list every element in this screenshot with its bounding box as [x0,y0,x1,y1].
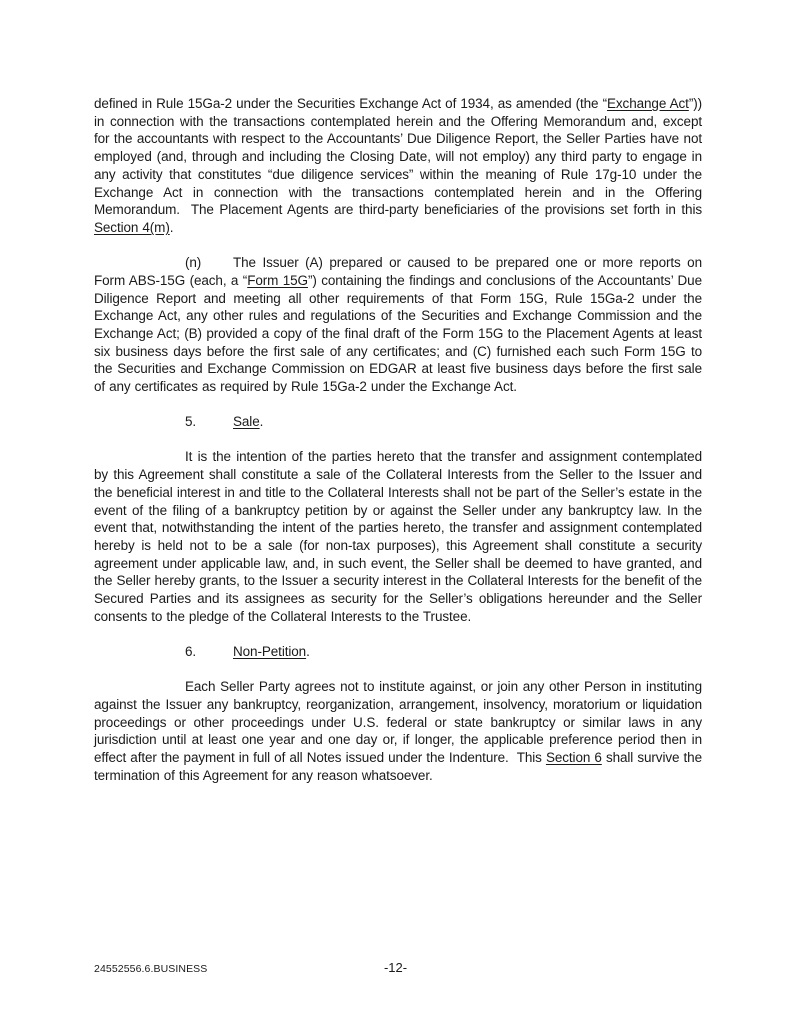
section-reference-4m: Section 4(m) [94,219,170,235]
section-heading-5 [94,413,702,431]
defined-term-form-15g: Form 15G [247,272,308,288]
text-run: ”) containing the findings and conclusions of the Accountants’ Due Diligence Report and meeting all other requirements of that Form 15G, Rule 15Ga-2 under the Exchange Act, any other rules and regulations of the Securities and Exchange Commission and the Exchange Act; (B) provided a copy of the final draft of the Form 15G to the Placement Agents at least six business days before the first sale of any certificates; and (C) furnished each such Form 15G to the Securities and Exchange Commission on EDGAR at least five business days before the first sale of any certificates as required by Rule 15Ga-2 under the Exchange Act. [94,272,702,395]
section-heading-6 [94,643,702,661]
text-run: It is the intention of the parties hereto that the transfer and assignment contemplated by this Agreement shall constitute a sale of the Collateral Interests from the Seller to the Issuer and the beneficial interest in and title to the Collateral Interests shall not be part of the Seller’s estate in the event of the filing of a bankruptcy petition by or against the Seller under any bankruptcy law. In the event that, notwithstanding the intent of the parties hereto, the transfer and assignment contemplated hereby is held not to be a sale (for non-tax purposes), this Agreement shall constitute a security agreement under applicable law, and, in such event, the Seller shall be deemed to have granted, and the Seller hereby grants, to the Issuer a security interest in the Collateral Interests for the benefit of the Secured Parties and its assignees as security for the Seller’s obligations hereunder and the Seller consents to the pledge of the Collateral Interests to the Trustee. [94,449,702,624]
page-number: -12- [383,960,408,975]
section-number-6: 6. [185,643,197,659]
paragraph-4m-continuation [94,95,702,237]
clause-label-n: (n) [185,255,202,271]
defined-term-exchange-act: Exchange Act [606,96,689,111]
document-id-footer: 24552556.6.BUSINESS [94,963,208,975]
section-title-non-petition: Non-Petition [233,643,307,659]
text-run: . [259,414,264,430]
text-run: shall survive the termination of this Agreement for any reason whatsoever. [94,750,702,783]
text-run: defined in Rule 15Ga-2 under the Securities Exchange Act of 1934, as amended (the “ [94,96,607,111]
text-run: Each Seller Party agrees not to institute against, or join any other Person in instituting against the Issuer any bankruptcy, reorganization, arrangement, insolvency, moratorium or liquidation proceedings or other proceedings under U.S. federal or state bankruptcy or similar laws in any jurisdiction until at least one year and one day or, if longer, the applicable preference period then in effect after the payment in full of all Notes issued under the Indenture. This [94,679,702,765]
paragraph-4n [94,254,702,396]
text-run: . [306,643,310,659]
text-run: The Issuer (A) prepared or caused to be prepared one or more reports on Form ABS-15G (each, a “ [94,255,702,288]
section-title-sale: Sale [233,414,260,430]
paragraph-non-petition [94,678,702,784]
document-body [94,95,702,784]
text-run: . [169,219,174,235]
paragraph-sale [94,448,702,625]
section-number-5: 5. [185,414,197,430]
section-reference-6: Section 6 [545,750,602,765]
text-run: ”)) in connection with the transactions contemplated herein and the Offering Memorandum and, except for the accountants with respect to the Accountants’ Due Diligence Report, the Seller Parties have not employed (and, through and including the Closing Date, will not employ) any third party to engage in any activity that constitutes “due diligence services” within the meaning of Rule 17g-10 under the Exchange Act in connection with the transactions contemplated herein and in the Offering Memorandum. The Placement Agents are third-party beneficiaries of the provisions set forth in this [94,96,702,218]
